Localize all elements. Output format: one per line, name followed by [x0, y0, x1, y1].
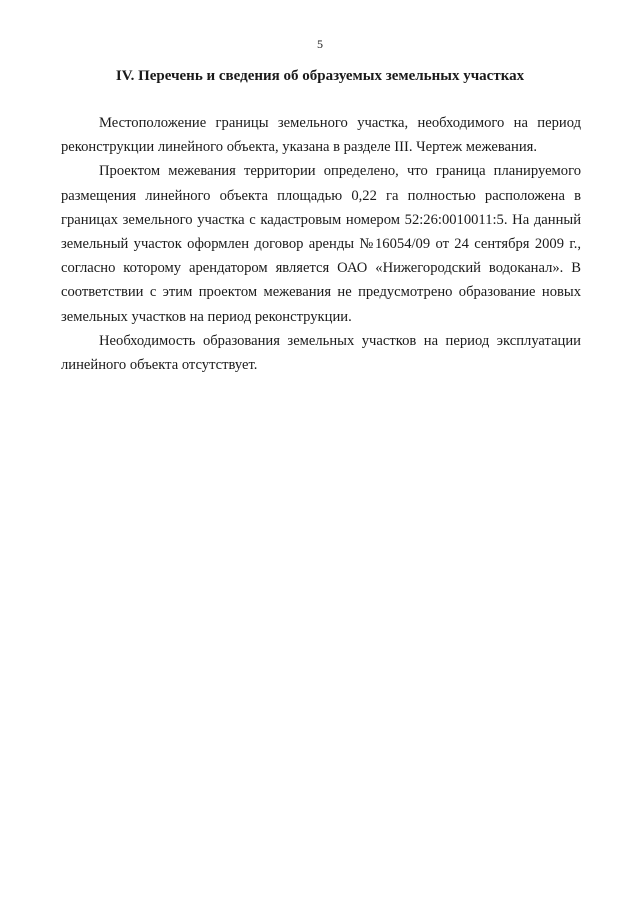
section-body	[61, 111, 581, 377]
paragraph-location: Местоположение границы земельного участка, необходимого на период реконструкции линейного объекта, указана в разделе III. Чертеж межевания.	[61, 115, 581, 156]
paragraph-territory: Проектом межевания территории определено, что граница планируемого размещения линейного объекта площадью 0,22 га полностью расположена в границах земельного участка с кадастровым номером 52:26:0010011:5. На данный земельный участок оформлен договор аренды №16054/09 от 24 сентября 2009 г., согласно которому арендатором является ОАО «Нижегородский водоканал». В соответствии с этим проектом межевания не предусмотрено образование новых земельных участков на период реконструкции.	[61, 163, 581, 325]
section-title: IV. Перечень и сведения об образуемых земельных участках	[115, 68, 525, 84]
page-number: 5	[317, 37, 323, 51]
paragraph-exploitation: Необходимость образования земельных участков на период эксплуатации линейного объекта отсутствует.	[61, 332, 581, 374]
